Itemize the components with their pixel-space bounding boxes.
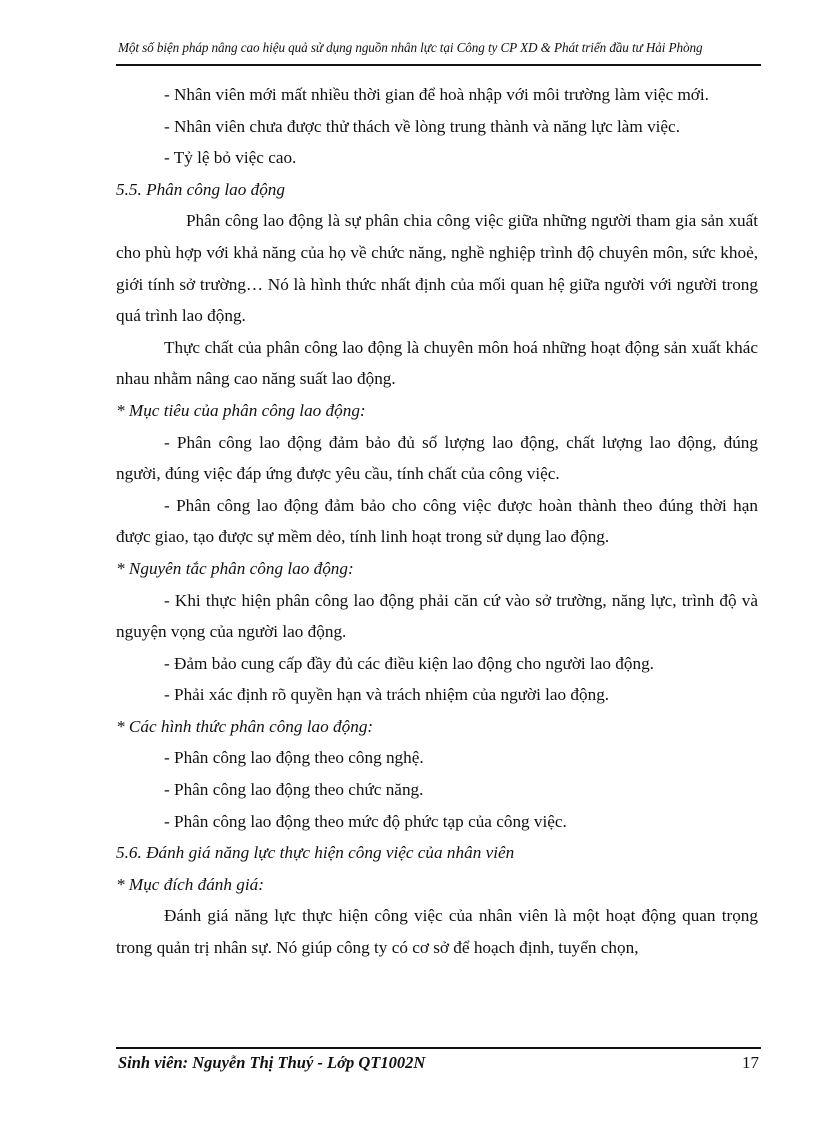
body-paragraph: - Phân công lao động đảm bảo cho công việc được hoàn thành theo đúng thời hạn được giao, tạo được sự mềm dẻo, tính linh hoạt trong sử dụng lao động. [116,495,758,547]
body-paragraph: Phân công lao động là sự phân chia công việc giữa những người tham gia sản xuất cho phù hợp với khả năng của họ về chức năng, nghề nghiệp trình độ chuyên môn, sức khoẻ, giới tính sở trường… Nó là hình thức nhất định của mối quan hệ giữa người với người trong quá trình lao động. [116,211,758,326]
body-paragraph: - Tỷ lệ bỏ việc cao. [164,148,297,168]
body-paragraph: Thực chất của phân công lao động là chuyên môn hoá những hoạt động sản xuất khác nhau nhằm nâng cao năng suất lao động. [116,337,758,389]
body-paragraph: - Khi thực hiện phân công lao động phải căn cứ vào sở trường, năng lực, trình độ và nguyện vọng của người lao động. [116,590,758,642]
section-heading: 5.6. Đánh giá năng lực thực hiện công việc của nhân viên [116,843,515,863]
body-paragraph: - Phân công lao động đảm bảo đủ số lượng lao động, chất lượng lao động, đúng người, đúng việc đáp ứng được yêu cầu, tính chất của công việc. [116,432,758,484]
page-header: Một số biện pháp nâng cao hiệu quả sử dụng nguồn nhân lực tại Công ty CP XD & Phát triển đầu tư Hải Phòng [118,40,703,55]
body-paragraph: - Phải xác định rõ quyền hạn và trách nhiệm của người lao động. [164,685,610,705]
body-paragraph: - Nhân viên mới mất nhiều thời gian để hoà nhập với môi trường làm việc mới. [164,85,709,104]
page-body [116,79,758,964]
body-paragraph: Đánh giá năng lực thực hiện công việc của nhân viên là một hoạt động quan trọng trong quản trị nhân sự. Nó giúp công ty có cơ sở để hoạch định, tuyển chọn, [116,906,758,958]
body-paragraph: - Đảm bảo cung cấp đầy đủ các điều kiện lao động cho người lao động. [164,653,654,673]
section-heading: * Mục đích đánh giá: [116,874,264,894]
body-paragraph: - Phân công lao động theo mức độ phức tạp của công việc. [164,811,567,831]
section-heading: * Nguyên tắc phân công lao động: [116,558,354,578]
header-rule [116,64,761,66]
footer-rule [116,1047,761,1049]
body-paragraph: - Phân công lao động theo chức năng. [164,780,424,800]
section-heading: 5.5. Phân công lao động [116,179,285,199]
section-heading: * Mục tiêu của phân công lao động: [116,400,366,420]
section-heading: * Các hình thức phân công lao động: [116,716,374,736]
body-paragraph: - Nhân viên chưa được thử thách về lòng trung thành và năng lực làm việc. [164,116,680,136]
page-number: 17 [742,1053,759,1072]
footer-author: Sinh viên: Nguyễn Thị Thuý - Lớp QT1002N [118,1053,426,1072]
body-paragraph: - Phân công lao động theo công nghệ. [164,748,424,768]
